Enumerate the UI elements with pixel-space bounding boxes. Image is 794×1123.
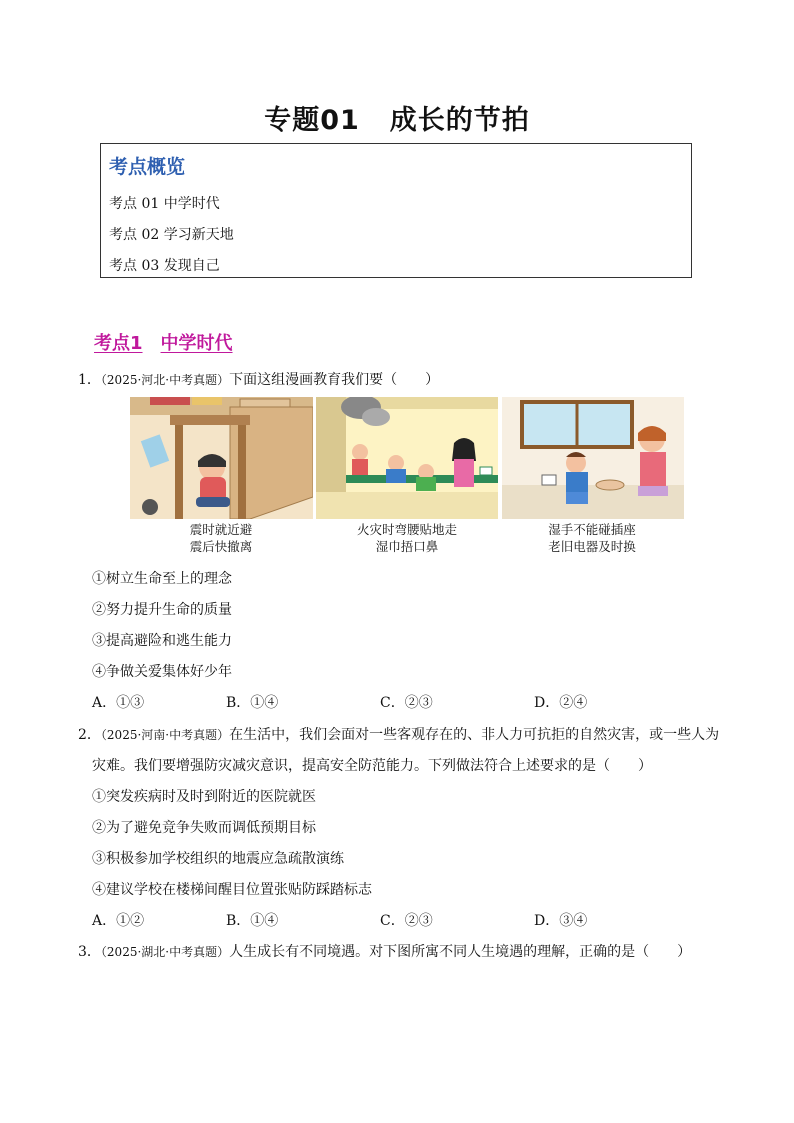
q1-answer-d: D．②④ xyxy=(534,695,588,711)
overview-box xyxy=(100,143,692,278)
q2-answer-c: C．②③ xyxy=(380,913,433,929)
q2-option: ②为了避免竞争失败而调低预期目标 xyxy=(92,820,316,836)
section-heading: 考点1 中学时代 xyxy=(94,333,233,354)
q2-answer-d: D．③④ xyxy=(534,913,588,929)
comic-panel-fire xyxy=(316,397,498,519)
q1-option: ③提高避险和逃生能力 xyxy=(92,633,232,649)
question-3: 3．（2025·湖北·中考真题）人生成长有不同境遇。对下图所寓不同人生境遇的理解，正确的是（ ） xyxy=(78,944,692,960)
q2-option: ④建议学校在楼梯间醒目位置张贴防踩踏标志 xyxy=(92,882,372,898)
question-1: 1．（2025·河北·中考真题）下面这组漫画教育我们要（ ） xyxy=(78,372,440,388)
q1-answer-b: B．①④ xyxy=(226,695,279,711)
q1-option: ②努力提升生命的质量 xyxy=(92,602,232,618)
q1-answer-a: A．①③ xyxy=(92,695,145,711)
q1-option: ①树立生命至上的理念 xyxy=(92,571,232,587)
q2-answer-a: A．①② xyxy=(92,913,145,929)
comic-caption-1: 震时就近避 震后快撤离 xyxy=(189,522,253,554)
question-2-cont: 灾难。我们要增强防灾减灾意识，提高安全防范能力。下列做法符合上述要求的是（ ） xyxy=(92,758,652,774)
page-title: 专题01 成长的节拍 xyxy=(264,105,530,136)
comic-panel-earthquake xyxy=(130,397,313,519)
overview-item: 考点 01 中学时代 xyxy=(109,196,220,212)
q2-option: ①突发疾病时及时到附近的医院就医 xyxy=(92,789,316,805)
comic-panel-electric xyxy=(502,397,684,519)
overview-heading: 考点概览 xyxy=(109,156,186,178)
comic-caption-3: 湿手不能碰插座 老旧电器及时换 xyxy=(548,522,636,554)
overview-item: 考点 02 学习新天地 xyxy=(109,227,234,243)
comic-caption-2: 火灾时弯腰贴地走 湿巾捂口鼻 xyxy=(356,522,457,554)
question-source: （2025·河北·中考真题） xyxy=(100,373,230,387)
q1-option: ④争做关爱集体好少年 xyxy=(92,664,232,680)
question-source: （2025·湖北·中考真题） xyxy=(100,945,230,959)
question-2: 2．（2025·河南·中考真题）在生活中，我们会面对一些客观存在的、非人力可抗拒的自然灾害，或一些人为 xyxy=(78,727,720,743)
q2-answer-b: B．①④ xyxy=(226,913,279,929)
question-source: （2025·河南·中考真题） xyxy=(100,728,230,742)
q1-answer-c: C．②③ xyxy=(380,695,433,711)
overview-item: 考点 03 发现自己 xyxy=(109,258,220,274)
q2-option: ③积极参加学校组织的地震应急疏散演练 xyxy=(92,851,344,867)
